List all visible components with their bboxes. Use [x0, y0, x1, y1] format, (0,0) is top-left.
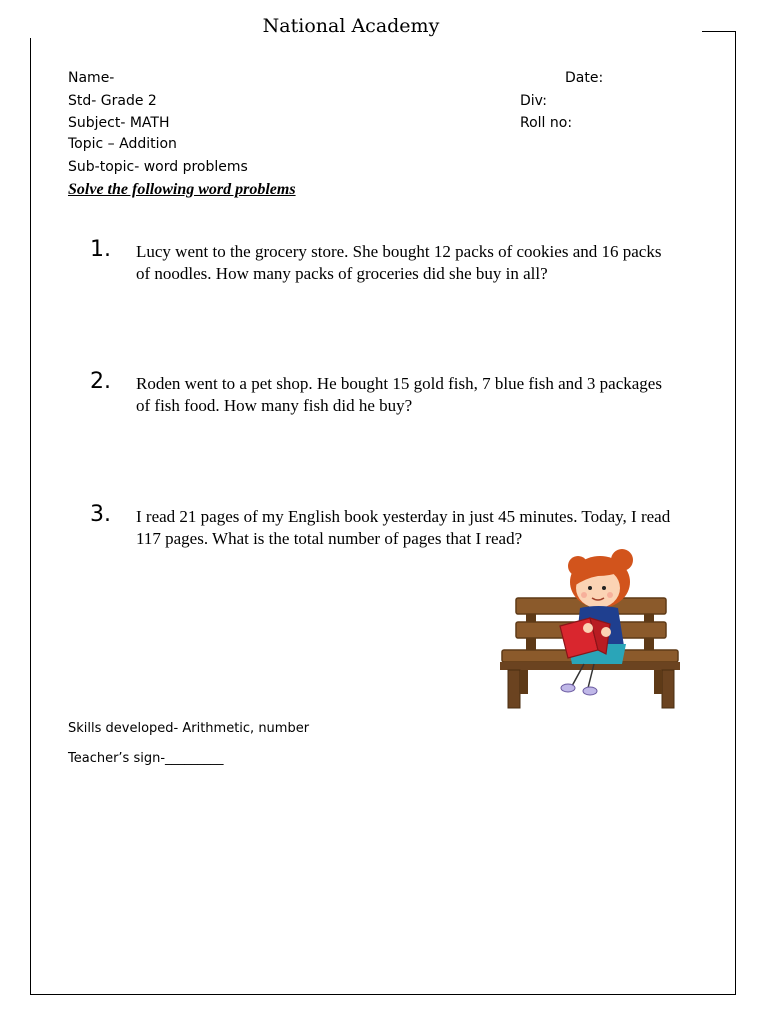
subject-label: Subject- MATH: [68, 115, 170, 131]
question-text: Roden went to a pet shop. He bought 15 gold fish, 7 blue fish and 3 packages of fish food. How many fish did he buy?: [136, 374, 662, 415]
question-text: Lucy went to the grocery store. She bought 12 packs of cookies and 16 packs of noodles. How many packs of groceries did she buy in all?: [136, 242, 662, 283]
date-label: Date:: [565, 70, 604, 86]
school-title: National Academy: [0, 14, 702, 38]
question-number: 2.: [90, 369, 111, 394]
std-label: Std- Grade 2: [68, 93, 157, 109]
question-number: 3.: [90, 502, 111, 527]
instruction-heading: Solve the following word problems: [68, 181, 296, 198]
name-label: Name-: [68, 70, 115, 86]
skills-developed-text: Skills developed- Arithmetic, number: [68, 721, 310, 736]
girl-reading-on-bench-illustration: [498, 546, 682, 712]
div-label: Div:: [520, 93, 547, 109]
roll-no-label: Roll no:: [520, 115, 573, 131]
topic-label: Topic – Addition: [68, 136, 177, 152]
question-text: I read 21 pages of my English book yesterday in just 45 minutes. Today, I read 117 pages. What is the total number of pages that I read?: [136, 507, 671, 548]
teacher-sign-field: Teacher’s sign-_________: [68, 751, 224, 766]
question-number: 1.: [90, 237, 111, 262]
subtopic-label: Sub-topic- word problems: [68, 159, 248, 175]
